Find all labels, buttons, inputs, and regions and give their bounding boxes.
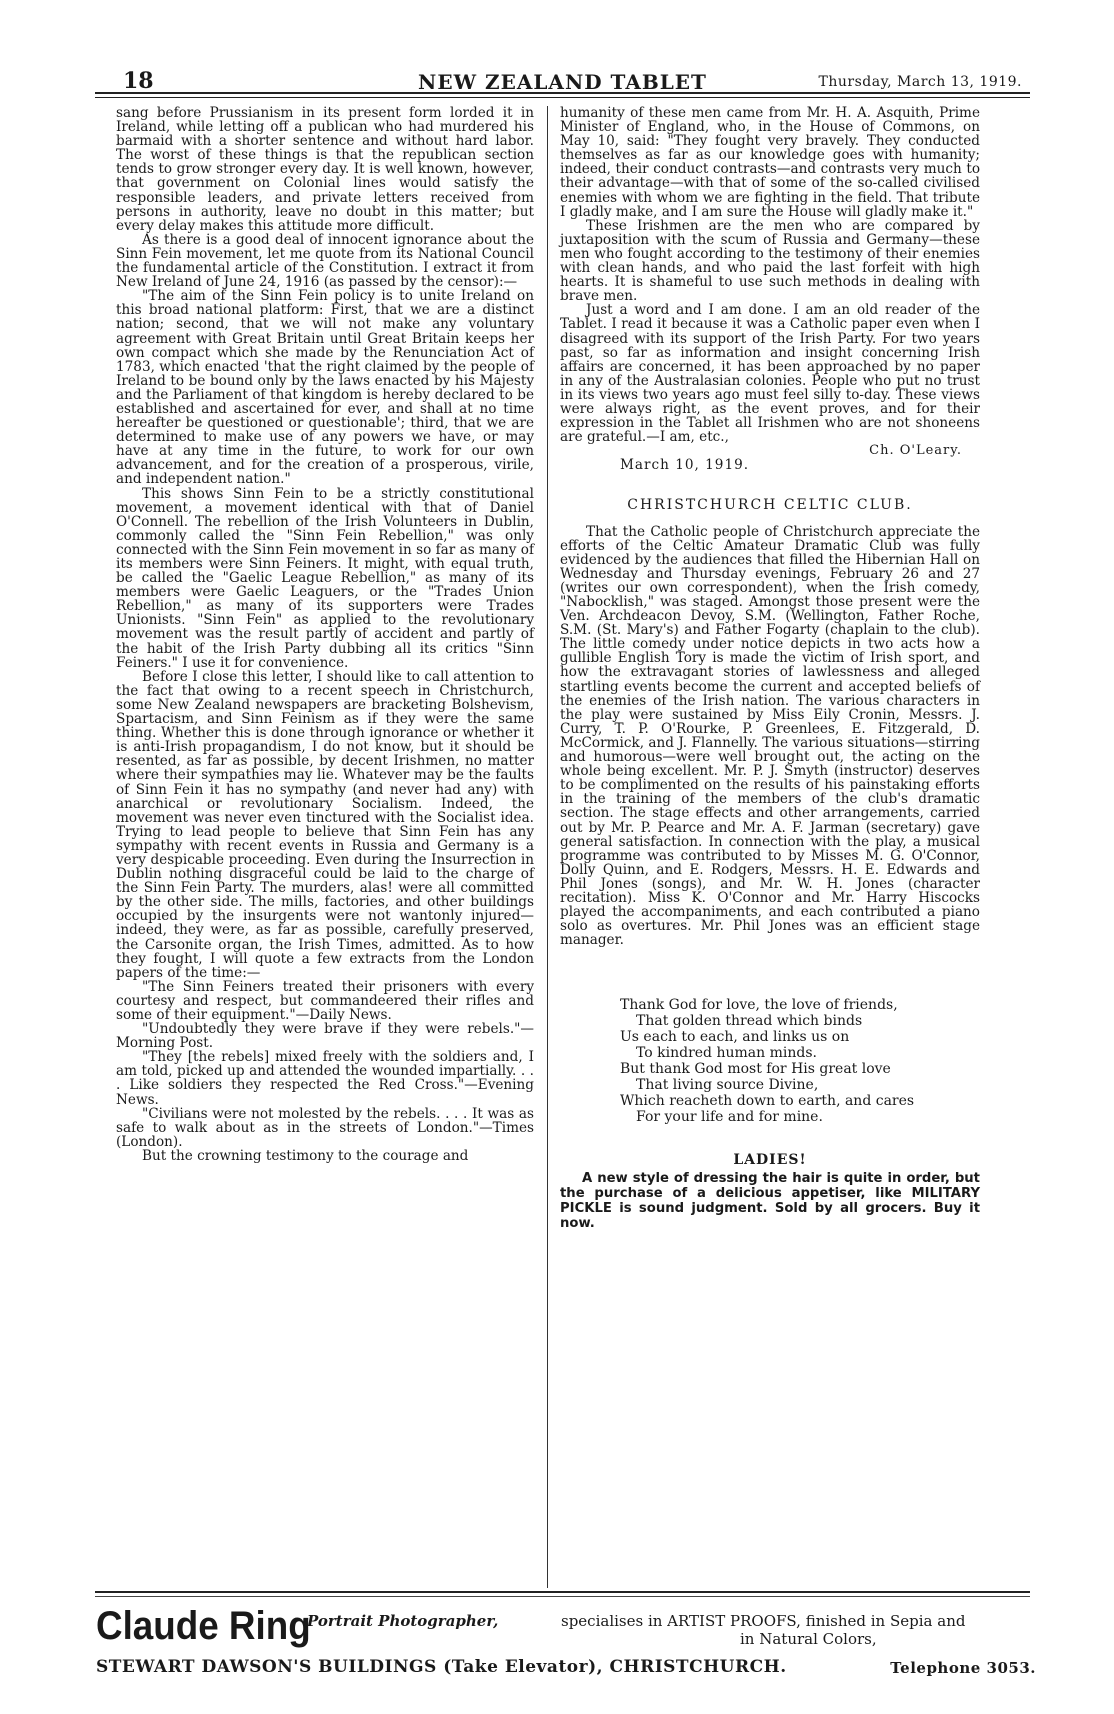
advertiser-specialty-2: in Natural Colors,	[740, 1630, 877, 1648]
poem-line: But thank God most for His great love	[620, 1061, 891, 1078]
right-column	[560, 106, 980, 1231]
advert-paragraph: A new style of dressing the hair is quite in order, but the purchase of a delicious appetiser, like MILITARY PICKLE is sound judgment. Sold by all grocers. Buy it now.	[560, 1171, 980, 1232]
advert-text	[560, 1171, 980, 1231]
footer-rule	[95, 1591, 1030, 1593]
page-header	[95, 62, 1030, 94]
right-paragraph-3: Just a word and I am done. I am an old reader of the Tablet. I read it because it was a Catholic paper even when I disagreed with its support of the Irish Party. For two years past, so far as information and insight concerning Irish affairs are concerned, it has been approached by no paper in any of the Australasian colonies. People who put no trust in its views two years ago must feel silly to-day. These views were always right, as the event proves, and for their expression in the Tablet all Irishmen who are not shoneens are grateful.—I am, etc.,	[560, 302, 980, 446]
left-paragraph-3: "The aim of the Sinn Fein policy is to unite Ireland on this broad national platform: First, that we are a distinct nation; second, that we will not make any voluntary agreement with Great Britain until Great Britain keeps her own compact which she made by the Renunciation Act of 1783, which enacted 'that the right claimed by the people of Ireland to be bound only by the laws enacted by his Majesty and the Parliament of that kingdom is hereby declared to be established and ascertained for ever, and shall at no time hereafter be questioned or questionable'; third, that we are determined to make use of any powers we have, or may have at any time in the future, to work for our own advancement, and for the creation of a prosperous, virile, and independent nation."	[116, 288, 534, 488]
advert-heading: LADIES!	[733, 1152, 807, 1169]
right-paragraph-2: These Irishmen are the men who are compared by juxtaposition with the scum of Russia and Germany—these men who fought according to the testimony of their enemies with clean hands, and who paid the last forfeit with high hearts. It is shameful to use such methods in dealing with brave men.	[560, 217, 980, 305]
letter-signature: Ch. O'Leary.	[869, 443, 962, 459]
advertiser-address: STEWART DAWSON'S BUILDINGS (Take Elevator), CHRISTCHURCH.	[96, 1657, 787, 1677]
poem-line: Thank God for love, the love of friends,	[620, 997, 898, 1014]
poem-line: For your life and for mine.	[636, 1109, 823, 1126]
advertiser-specialty: specialises in ARTIST PROOFS, finished in Sepia and	[561, 1612, 966, 1630]
page-number: 18	[123, 68, 154, 94]
left-paragraph-7: "Undoubtedly they were brave if they were rebels."—Morning Post.	[116, 1021, 534, 1052]
left-paragraph-6: "The Sinn Feiners treated their prisoners with every courtesy and respect, but commandeered their rifles and some of their equipment."—Daily News.	[116, 978, 534, 1023]
left-paragraph-9: "Civilians were not molested by the rebels. . . . It was as safe to walk about as in the streets of London."—Times (London).	[116, 1105, 534, 1150]
left-paragraph-4: This shows Sinn Fein to be a strictly constitutional movement, a movement identical with that of Daniel O'Connell. The rebellion of the Irish Volunteers in Dublin, commonly called the "Sinn Fein Rebellion," was only connected with the Sinn Fein movement in so far as many of its members were Sinn Feiners. It might, with equal truth, be called the "Gaelic League Rebellion," as many of its members were Gaelic Leaguers, or the "Trades Union Rebellion," as many of its supporters were Trades Unionists. "Sinn Fein" as applied to the revolutionary movement was the result partly of accident and partly of the habit of the Irish Party dubbing all its critics "Sinn Feiners." I use it for convenience.	[116, 485, 534, 671]
header-rule	[95, 97, 1030, 98]
poem-line: Us each to each, and links us on	[620, 1029, 850, 1046]
advertiser-trade: Portrait Photographer,	[307, 1612, 499, 1630]
club-article: That the Catholic people of Christchurch appreciate the efforts of the Celtic Amateur Dramatic Club was fully evidenced by the audiences that filled the Hibernian Hall on Wednesday and Thursday evenings, February 26 and 27 (writes our own correspondent), when the Irish comedy, "Nabocklish," was staged. Amongst those present were the Ven. Archdeacon Devoy, S.M. (Wellington, Father Roche, S.M. (St. Mary's) and Father Fogarty (chaplain to the club). The little comedy under notice depicts in two acts how a gullible English Tory is made the victim of Irish sport, and how the extravagant stories of lawlessness and alleged startling events become the current and accepted beliefs of the enemies of the Irish nation. The various characters in the play were sustained by Miss Eily Cronin, Messrs. J. Curry, T. P. O'Rourke, P. Greenlees, E. Fitzgerald, D. McCormick, and J. Flannelly. The various situations—stirring and humorous—were well brought out, the acting on the whole being excellent. Mr. P. J. Smyth (instructor) deserves to be complimented on the results of his painstaking efforts in the training of the members of the club's dramatic section. The stage effects and other arrangements, carried out by Mr. P. Pearce and Mr. A. F. Jarman (secretary) gave general satisfaction. In connection with the play, a musical programme was contributed to by Misses M. G. O'Connor, Dolly Quinn, and E. Rodgers, Messrs. H. E. Edwards and Phil Jones (songs), and Mr. W. H. Jones (character recitation). Miss K. O'Connor and Mr. Harry Hiscocks played the accompaniments, and each contributed a piano solo as overtures. Mr. Phil Jones was an efficient stage manager.	[560, 523, 980, 949]
section-heading: CHRISTCHURCH CELTIC CLUB.	[627, 497, 913, 514]
left-paragraph-2: As there is a good deal of innocent ignorance about the Sinn Fein movement, let me quote from its National Council the fundamental article of the Constitution. I extract it from New Ireland of June 24, 1916 (as passed by the censor):—	[116, 231, 534, 291]
column-divider	[547, 106, 548, 1588]
advertiser-name: Claude Ring	[96, 1604, 311, 1648]
poem-line: Which reacheth down to earth, and cares	[620, 1093, 915, 1110]
poem-line: That living source Divine,	[636, 1077, 819, 1094]
left-paragraph-5: Before I close this letter, I should like to call attention to the fact that owing to a recent speech in Christchurch, some New Zealand newspapers are bracketing Bolshevism, Spartacism, and Sinn Feinism as if they were the same thing. Whether this is done through ignorance or whether it is anti-Irish propagandism, I do not know, but it should be resented, as far as possible, by decent Irishmen, no matter where their sympathies may lie. Whatever may be the faults of Sinn Fein it has no sympathy (and never had any) with anarchical or revolutionary Socialism. Indeed, the movement was never even tinctured with the Socialist idea. Trying to lead people to believe that Sinn Fein has any sympathy with recent events in Russia and Germany is a very despicable proceeding. Even during the Insurrection in Dublin nothing disgraceful could be laid to the charge of the Sinn Fein Party. The murders, alas! were all committed by the other side. The mills, factories, and other buildings occupied by the insurgents were not wantonly injured—indeed, they were, as far as possible, carefully preserved, the Carsonite organ, the Irish Times, admitted. As to how they fought, I will quote a few extracts from the London papers of the time:—	[116, 668, 534, 981]
issue-date: Thursday, March 13, 1919.	[818, 74, 1022, 90]
left-paragraph-10: But the crowning testimony to the courage and	[142, 1147, 469, 1164]
left-paragraph-8: "They [the rebels] mixed freely with the soldiers and, I am told, picked up and attended the wounded impartially. . . . Like soldiers they respected the Red Cross."—Evening News.	[116, 1049, 534, 1108]
letter-date: March 10, 1919.	[620, 457, 750, 474]
poem-line: That golden thread which binds	[636, 1013, 863, 1030]
left-paragraph-1: sang before Prussianism in its present form lorded it in Ireland, while letting off a publican who had murdered his barmaid with a shorter sentence and without hard labor. The worst of these things is that the republican section tends to grow stronger every day. It is well known, however, that government on Colonial lines would satisfy the responsible leaders, and private letters received from persons in authority, leave no doubt in this matter; but every delay makes this attitude more difficult.	[116, 105, 534, 234]
newspaper-title: NEW ZEALAND TABLET	[418, 70, 707, 94]
poem	[620, 997, 980, 1125]
right-paragraph-1: humanity of these men came from Mr. H. A. Asquith, Prime Minister of England, who, in the House of Commons, on May 10, said: "They fought very bravely. They conducted themselves as far as our knowledge goes with humanity; indeed, their conduct contrasts—and contrasts very much to their advantage—with that of some of the so-called civilised enemies with whom we are fighting in the field. That tribute I gladly make, and I am sure the House will gladly make it."	[560, 105, 980, 220]
left-column	[116, 106, 534, 1163]
advertiser-phone: Telephone 3053.	[890, 1659, 1036, 1677]
footer-rule-thin	[95, 1596, 1030, 1597]
poem-line: To kindred human minds.	[636, 1045, 817, 1062]
